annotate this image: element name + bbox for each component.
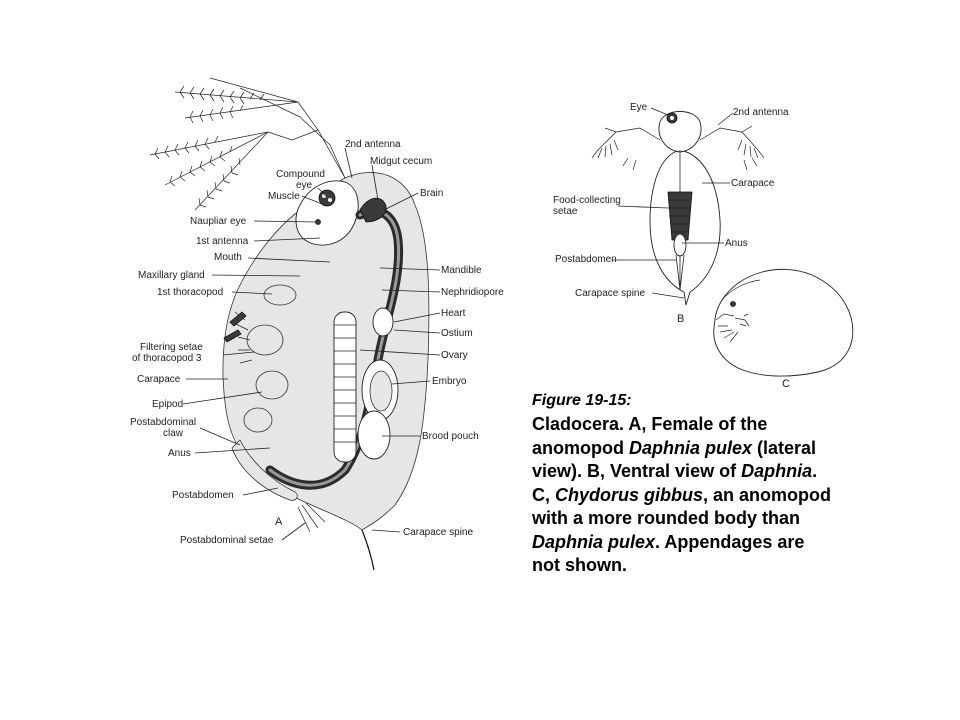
caption-segment-italic: Daphnia pulex [629, 437, 753, 458]
panel-a-ovary [334, 312, 356, 462]
caption-segment: Cladocera. A, Female of the anomopod [532, 414, 768, 458]
panel-c-drawing [714, 269, 853, 390]
label-a-muscle: Muscle [268, 191, 300, 202]
label-a-carapace-spine: Carapace spine [403, 527, 474, 538]
label-b-carapace: Carapace [731, 178, 775, 189]
label-a-maxillary-gland: Maxillary gland [138, 270, 205, 281]
panel-a-naupliar-eye [316, 220, 321, 225]
caption-segment: . Appendages are not shown. [532, 531, 805, 575]
panel-c-carapace [714, 269, 853, 376]
label-a-first-thoracopod: 1st thoracopod [157, 287, 224, 298]
label-a-brood-pouch: Brood pouch [422, 431, 479, 442]
label-a-compound-eye-line1: Compound [276, 169, 325, 180]
caption-segment-italic: Chydorus gibbus [555, 484, 704, 505]
caption-segment-italic: Daphnia pulex [532, 531, 656, 552]
label-a-ostium: Ostium [441, 328, 473, 339]
panel-a-heart [373, 308, 393, 336]
label-a-midgut-cecum: Midgut cecum [370, 156, 433, 167]
label-a-anus: Anus [168, 448, 191, 459]
panel-b-left-antenna [598, 128, 660, 150]
label-a-embryo: Embryo [432, 376, 467, 387]
label-a-heart: Heart [441, 308, 466, 319]
panel-b-right-antenna [700, 126, 758, 150]
label-a-postabdominal-claw-line2: claw [163, 428, 184, 439]
caption-segment: , an anomopod with a more rounded body than [532, 484, 832, 528]
label-a-epipod: Epipod [152, 399, 184, 410]
panel-a-drawing [130, 78, 504, 570]
caption-segment-italic: Daphnia [741, 461, 813, 481]
label-a-postabdomen: Postabdomen [172, 490, 234, 501]
panel-b-letter: B [677, 313, 685, 325]
label-b-eye: Eye [630, 102, 648, 113]
label-a-carapace: Carapace [137, 374, 181, 385]
panel-b-head [659, 112, 701, 153]
caption-segment: (lateral view). B, Ventral view of [532, 437, 817, 481]
label-b-food-setae-line1: Food-collecting [553, 195, 621, 206]
figure-caption-body [532, 413, 832, 578]
label-b-anus: Anus [725, 238, 748, 249]
label-a-postabdominal-setae: Postabdominal setae [180, 535, 274, 546]
caption-segment: . C, [532, 461, 818, 505]
label-a-filtering-setae-line1: Filtering setae [140, 342, 203, 353]
label-a-brain: Brain [420, 188, 444, 199]
figure-title: Figure 19-15: [532, 392, 632, 409]
panel-c-letter: C [782, 378, 790, 390]
panel-a-letter: A [275, 516, 283, 528]
label-a-ovary: Ovary [441, 350, 468, 361]
label-a-naupliar-eye: Naupliar eye [190, 216, 247, 227]
panel-a-carapace-spine [362, 530, 374, 570]
figure-caption [532, 391, 832, 578]
panel-c-eye [731, 302, 736, 307]
label-a-filtering-setae-line2: of thoracopod 3 [132, 353, 202, 364]
label-a-first-antenna: 1st antenna [196, 236, 249, 247]
label-a-nephridiopore: Nephridiopore [441, 287, 504, 298]
label-a-mouth: Mouth [214, 252, 242, 263]
label-b-carapace-spine: Carapace spine [575, 288, 646, 299]
label-a-compound-eye-line2: eye [296, 180, 313, 191]
label-a-second-antenna: 2nd antenna [345, 139, 401, 150]
label-a-postabdominal-claw-line1: Postabdominal [130, 417, 197, 428]
label-b-food-setae-line2: setae [553, 206, 578, 217]
label-b-second-antenna: 2nd antenna [733, 107, 789, 118]
label-b-postabdomen: Postabdomen [555, 254, 617, 265]
label-a-mandible: Mandible [441, 265, 482, 276]
